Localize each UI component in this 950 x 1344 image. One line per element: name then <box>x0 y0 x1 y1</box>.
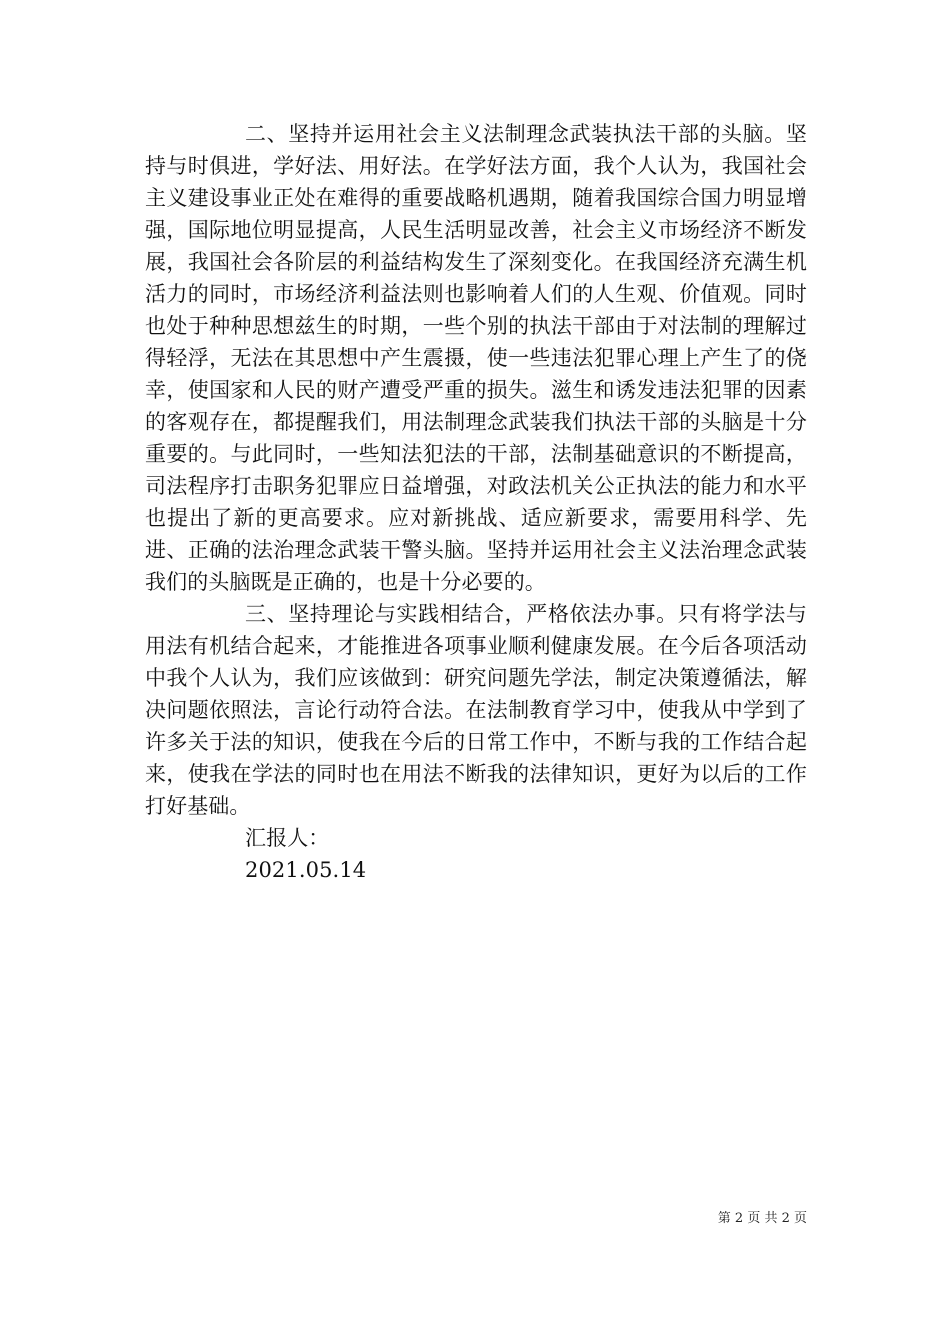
paragraph-section-two: 二、坚持并运用社会主义法制理念武装执法干部的头脑。坚持与时俱进，学好法、用好法。在学好法方面，我个人认为，我国社会主义建设事业正处在难得的重要战略机遇期，随着我国综合国力明显增强，国际地位明显提高，人民生活明显改善，社会主义市场经济不断发展，我国社会各阶层的利益结构发生了深刻变化。在我国经济充满生机活力的同时，市场经济利益法则也影响着人们的人生观、价值观。同时也处于种种思想兹生的时期，一些个别的执法干部由于对法制的理解过得轻浮，无法在其思想中产生震摄，使一些违法犯罪心理上产生了的侥幸，使国家和人民的财产遭受严重的损失。滋生和诱发违法犯罪的因素的客观存在，都提醒我们，用法制理念武装我们执法干部的头脑是十分重要的。与此同时，一些知法犯法的干部，法制基础意识的不断提高，司法程序打击职务犯罪应日益增强，对政法机关公正执法的能力和水平也提出了新的更高要求。应对新挑战、适应新要求，需要用科学、先进、正确的法治理念武装干警头脑。坚持并运用社会主义法治理念武装我们的头脑既是正确的，也是十分必要的。 <box>145 122 807 594</box>
report-date: 2021.05.14 <box>245 858 367 882</box>
paragraph-section-three: 三、坚持理论与实践相结合，严格依法办事。只有将学法与用法有机结合起来，才能推进各项事业顺利健康发展。在今后各项活动中我个人认为，我们应该做到：研究问题先学法，制定决策遵循法，解决问题依照法，言论行动符合法。在法制教育学习中，使我从中学到了许多关于法的知识，使我在今后的日常工作中，不断与我的工作结合起来，使我在学法的同时也在用法不断我的法律知识，更好为以后的工作打好基础。 <box>145 602 807 818</box>
document-body <box>145 118 807 886</box>
signature-label: 汇报人： <box>245 826 330 850</box>
page-indicator: 第 2 页 共 2 页 <box>717 1211 807 1226</box>
